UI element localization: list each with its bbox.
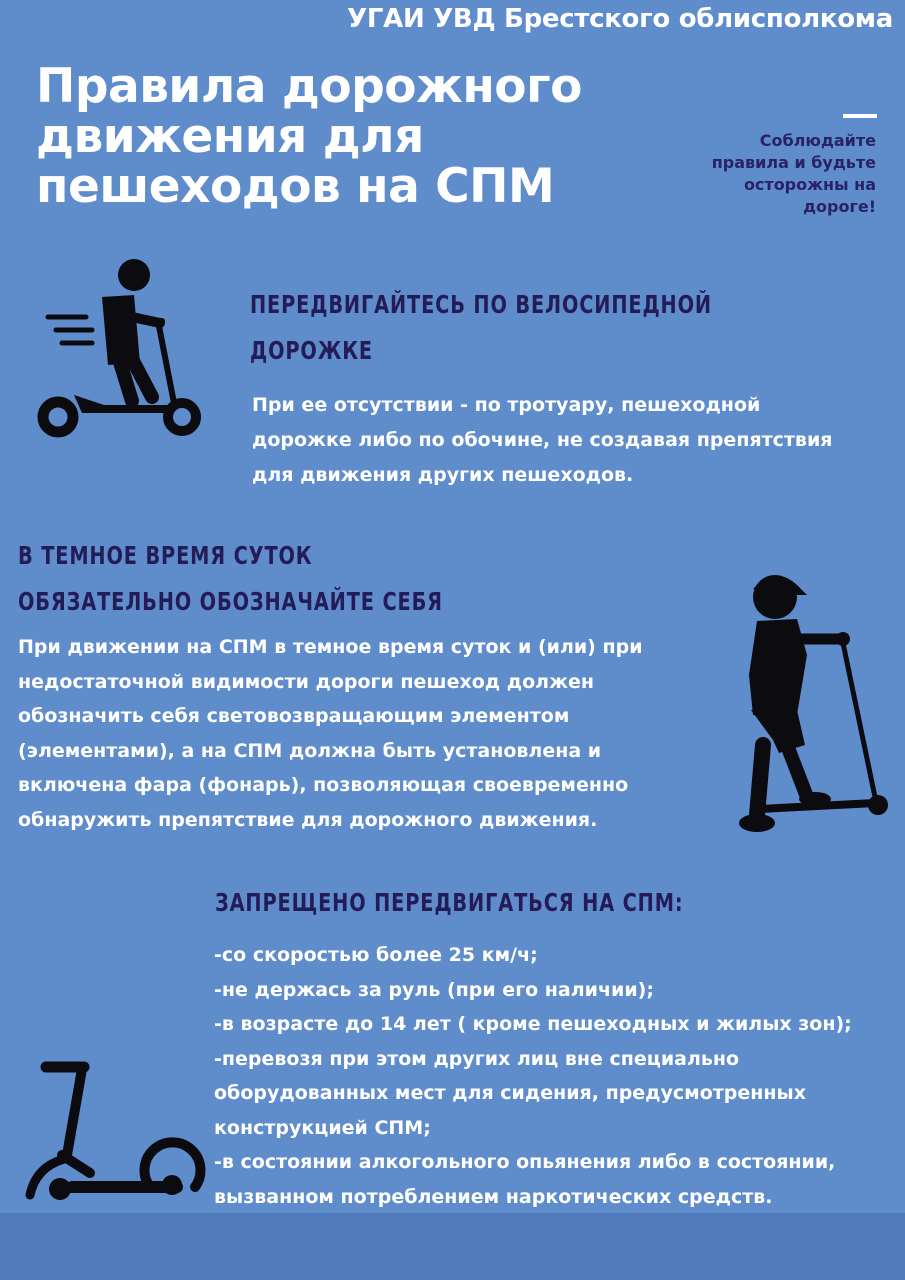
slogan: [646, 130, 876, 218]
title-line: пешеходов на СПМ: [36, 159, 555, 214]
slogan-line: дороге!: [803, 197, 876, 216]
body-line: включена фара (фонарь), позволяющая своевременно: [18, 774, 629, 796]
bottom-band: [0, 1213, 905, 1280]
slogan-line: Соблюдайте: [759, 131, 876, 150]
list-item: -не держась за руль (при его наличии);: [214, 978, 654, 1001]
list-item: -перевозя при этом других лиц вне специально: [214, 1047, 740, 1070]
body-line: (элементами), а на СПМ должна быть установлена и: [18, 739, 602, 762]
slogan-line: правила и будьте: [711, 153, 876, 172]
heading-line: ПЕРЕДВИГАЙТЕСЬ ПО ВЕЛОСИПЕДНОЙ: [250, 290, 712, 319]
organization-name: УГАИ УВД Брестского облисполкома: [347, 4, 893, 34]
decorative-dash: [843, 114, 877, 118]
body-line: недостаточной видимости дороги пешеход должен: [18, 670, 594, 693]
prohibition-list: [214, 938, 852, 1214]
scooter-icon: [12, 1055, 207, 1215]
heading-line: ДОРОЖКЕ: [250, 336, 374, 365]
list-item: -со скоростью более 25 км/ч;: [214, 944, 538, 966]
slogan-line: осторожны на: [743, 175, 876, 194]
body-line: При движении на СПМ в темное время суток и (или) при: [18, 636, 643, 658]
list-item: конструкцией СПМ;: [214, 1116, 431, 1139]
heading-line: ОБЯЗАТЕЛЬНО ОБОЗНАЧАЙТЕ СЕБЯ: [18, 587, 443, 616]
body-line: При ее отсутствии - по тротуару, пешеходной: [252, 394, 761, 416]
body-line: обнаружить препятствие для дорожного движения.: [18, 808, 598, 831]
list-item: -в состоянии алкогольного опьянения либо в состоянии,: [214, 1151, 836, 1173]
list-item: -в возрасте до 14 лет ( кроме пешеходных и жилых зон);: [214, 1013, 852, 1035]
section2-body: [18, 630, 643, 837]
title-line: Правила дорожного: [36, 59, 582, 114]
section1-heading: [250, 282, 712, 374]
list-item: вызванном потреблением наркотических средств.: [214, 1185, 773, 1208]
child-scooter-icon: [735, 565, 895, 840]
section2-heading: [18, 533, 443, 625]
page-title: [36, 59, 656, 214]
body-line: дорожке либо по обочине, не создавая препятствия: [252, 429, 833, 451]
body-line: обозначить себя световозвращающим элементом: [18, 705, 570, 727]
body-line: для движения других пешеходов.: [252, 464, 634, 486]
section1-body: [252, 388, 832, 493]
title-line: движения для: [36, 109, 424, 164]
scooter-rider-icon: [34, 255, 204, 440]
section3-heading: ЗАПРЕЩЕНО ПЕРЕДВИГАТЬСЯ НА СПМ:: [215, 888, 684, 917]
heading-line: В ТЕМНОЕ ВРЕМЯ СУТОК: [18, 541, 313, 570]
list-item: оборудованных мест для сидения, предусмотренных: [214, 1082, 806, 1104]
